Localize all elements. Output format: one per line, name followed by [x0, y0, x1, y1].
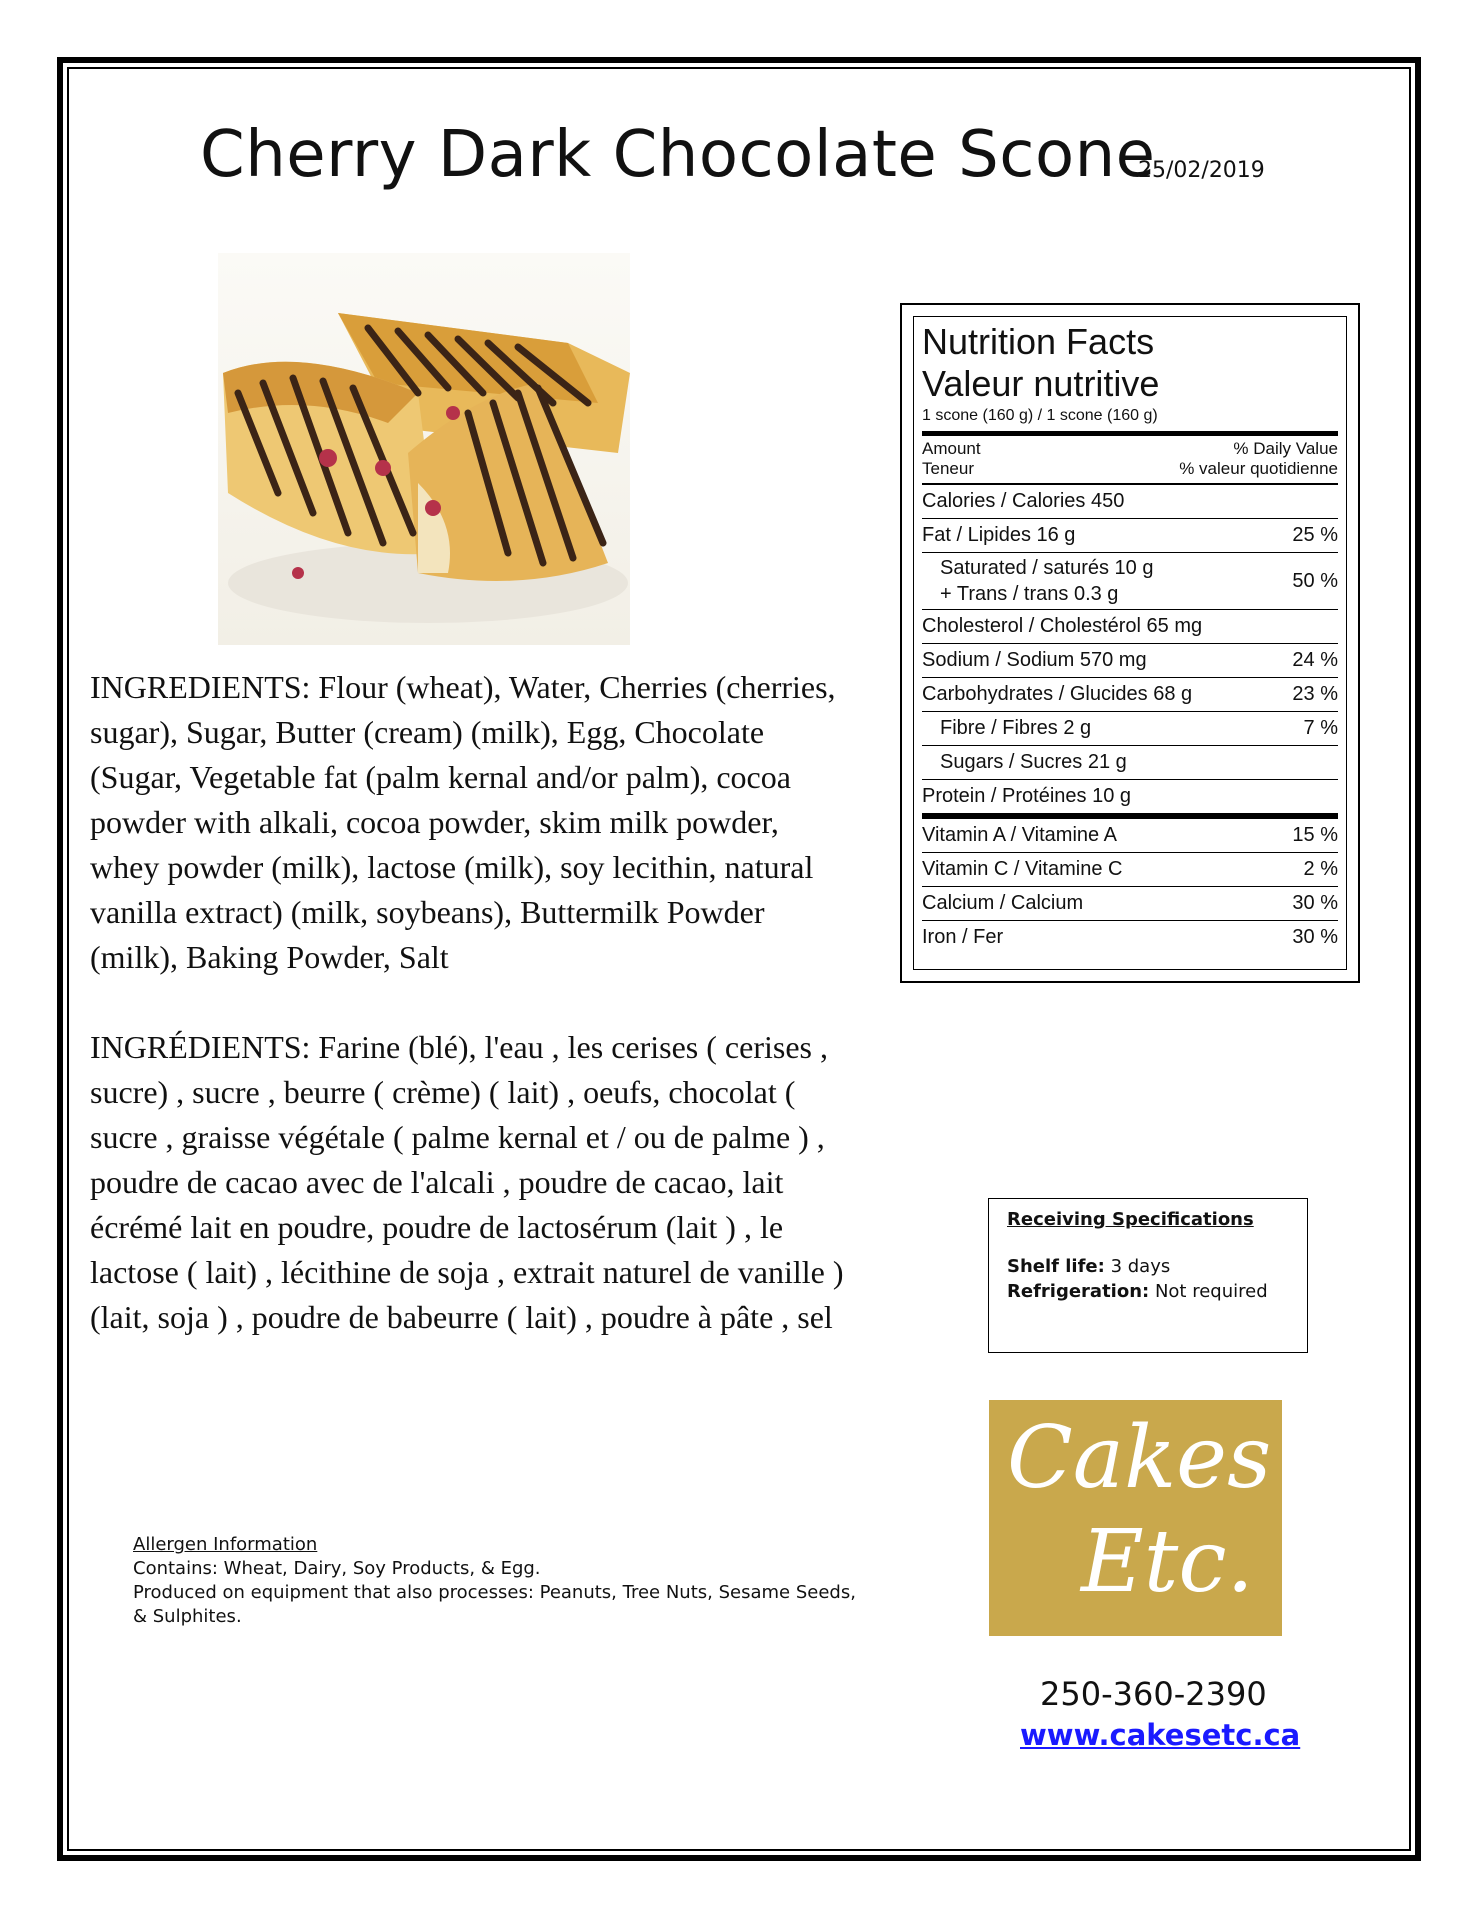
- nutrient-label: Sugars / Sucres 21 g: [940, 751, 1127, 773]
- nutrient-row-sodium: [922, 644, 1338, 678]
- nutrient-label: Iron / Fer: [922, 926, 1004, 948]
- nutrient-row-carbohydrates: [922, 678, 1338, 712]
- logo-line-1: Cakes: [1007, 1408, 1272, 1508]
- nutrient-dv: 24 %: [1292, 649, 1338, 671]
- nutrient-row-saturated: [922, 553, 1338, 610]
- logo-line-2: Etc.: [1081, 1512, 1254, 1612]
- nutrient-dv: 30 %: [1292, 892, 1338, 914]
- nutrient-label: Saturated / saturés 10 g: [940, 557, 1154, 579]
- nutrient-row-cholesterol: [922, 610, 1338, 644]
- amount-label-fr: Teneur: [922, 459, 974, 478]
- dv-label-fr: % valeur quotidienne: [1179, 459, 1338, 478]
- nutrient-label: Sodium / Sodium 570 mg: [922, 649, 1147, 671]
- shelf-life: [1007, 1254, 1289, 1279]
- website-link[interactable]: www.cakesetc.ca: [1020, 1718, 1301, 1752]
- refrigeration-value: Not required: [1154, 1281, 1268, 1302]
- nutrient-row-vitamin-a: [922, 819, 1338, 853]
- receiving-title: Receiving Specifications: [1007, 1209, 1254, 1230]
- nutrient-row-protein: [922, 780, 1338, 819]
- nutrient-dv: 7 %: [1303, 717, 1338, 739]
- nutrient-dv: 2 %: [1303, 858, 1338, 880]
- nutrient-row-iron: [922, 921, 1338, 954]
- refrigeration-label: Refrigeration:: [1007, 1281, 1150, 1302]
- shelf-life-value: 3 days: [1110, 1256, 1171, 1277]
- serving-size: 1 scone (160 g) / 1 scone (160 g): [922, 405, 1338, 436]
- nutrient-label: Vitamin A / Vitamine A: [922, 824, 1117, 846]
- scone-illustration: [218, 253, 630, 645]
- cakes-etc-logo: [989, 1400, 1282, 1636]
- nutrient-label: Calcium / Calcium: [922, 892, 1084, 914]
- nutrient-row-calcium: [922, 887, 1338, 921]
- nutrition-title-en: Nutrition Facts: [922, 321, 1155, 362]
- nutrient-label: Vitamin C / Vitamine C: [922, 858, 1123, 880]
- nutrient-label: Cholesterol / Cholestérol 65 mg: [922, 615, 1203, 637]
- shelf-life-label: Shelf life:: [1007, 1256, 1105, 1277]
- allergen-produced: Produced on equipment that also processes: Peanuts, Tree Nuts, Sesame Seeds,: [133, 1582, 856, 1603]
- ingredients-french: INGRÉDIENTS: Farine (blé), l'eau , les cerises ( cerises , sucre) , sucre , beurre ( crème) ( lait) , oeufs, chocolat ( sucre , graisse végétale ( palme kernal et / ou de palme ) , poudre de cacao avec de l'alcali , poudre de cacao, lait écrémé lait en poudre, poudre de lactosérum (lait ) , le lactose ( lait) , lécithine de soja , extrait naturel de vanille ) (lait, soja ) , poudre de babeurre ( lait) , poudre à pâte , sel: [90, 1029, 844, 1335]
- amount-label-en: Amount: [922, 439, 981, 458]
- product-date: 25/02/2019: [1138, 158, 1265, 183]
- ingredients-section: [90, 665, 850, 1385]
- nutrient-dv: 25 %: [1292, 524, 1338, 546]
- nutrition-header: [922, 436, 1338, 485]
- phone-number: 250-360-2390: [1040, 1675, 1267, 1713]
- nutrient-dv: 15 %: [1292, 824, 1338, 846]
- dv-label-en: % Daily Value: [1233, 439, 1338, 458]
- nutrition-facts-panel: [900, 303, 1360, 983]
- ingredients-english: INGREDIENTS: Flour (wheat), Water, Cherries (cherries, sugar), Sugar, Butter (cream) (milk), Egg, Chocolate (Sugar, Vegetable fat (palm kernal and/or palm), cocoa powder with alkali, cocoa powder, skim milk powder, whey powder (milk), lactose (milk), soy lecithin, natural vanilla extract) (milk, soybeans), Buttermilk Powder (milk), Baking Powder, Salt: [90, 669, 836, 975]
- nutrient-label: Protein / Protéines 10 g: [922, 785, 1132, 807]
- nutrient-row-fibre: [922, 712, 1338, 746]
- nutrient-label: Fat / Lipides 16 g: [922, 524, 1076, 546]
- nutrient-label: Carbohydrates / Glucides 68 g: [922, 683, 1193, 705]
- nutrient-dv: 50 %: [1292, 570, 1338, 592]
- nutrient-row-fat: [922, 519, 1338, 553]
- nutrient-dv: 23 %: [1292, 683, 1338, 705]
- nutrient-dv: 30 %: [1292, 926, 1338, 948]
- allergen-title: Allergen Information: [133, 1534, 318, 1555]
- allergen-contains: Contains: Wheat, Dairy, Soy Products, & Egg.: [133, 1558, 541, 1579]
- nutrient-row-vitamin-c: [922, 853, 1338, 887]
- allergen-produced-cont: & Sulphites.: [133, 1606, 242, 1627]
- scone-photo: [218, 253, 630, 645]
- nutrient-label: Calories / Calories 450: [922, 490, 1125, 512]
- allergen-information: [133, 1533, 913, 1629]
- nutrient-row-sugars: [922, 746, 1338, 780]
- product-title: Cherry Dark Chocolate Scone: [200, 118, 1156, 192]
- refrigeration: [1007, 1279, 1289, 1304]
- nutrition-title-fr: Valeur nutritive: [922, 363, 1160, 404]
- nutrient-label: + Trans / trans 0.3 g: [940, 583, 1119, 605]
- receiving-specifications: [988, 1198, 1308, 1353]
- nutrient-row-calories: [922, 485, 1338, 519]
- nutrient-label: Fibre / Fibres 2 g: [940, 717, 1092, 739]
